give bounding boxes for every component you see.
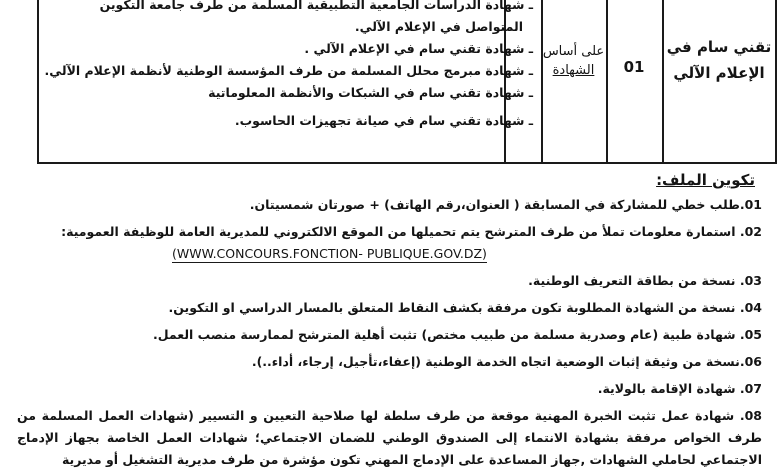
qualifications-list	[44, 0, 533, 132]
qualification-item: ـ شهادة مبرمج محلل المسلمة من طرف المؤسسة الوطنية لأنظمة الإعلام الآلي.	[44, 63, 533, 78]
positions-count: 01	[623, 58, 645, 76]
recruitment-portal-url: (WWW.CONCOURS.FONCTION- PUBLIQUE.GOV.DZ)	[172, 246, 487, 261]
qualification-item-continuation: المتواصل في الإعلام الآلي.	[354, 19, 523, 34]
dossier-item: 08. شهادة عمل تثبت الخبرة المهنية موقعة من طرف سلطة لها صلاحية التعيين و التسيير (شهادات العمل المسلمة من طرف الخواص مرفقة بشهادة الانتماء إلى الصندوق الوطني للضمان الاجتماعي؛ شهادات العمل الخاصة بجهاز الإدماج الاجتماعي لحاملي الشهادات ,جهاز المساعدة على الإدماج المهني تكون مؤشرة من طرف مديرية التشغيل أو مديرية	[17, 408, 762, 467]
dossier-url-line	[17, 243, 762, 265]
dossier-item: 07. شهادة الإقامة بالولاية.	[597, 381, 762, 396]
qualification-item: ـ شهادة تقني سام في الإعلام الآلي .	[304, 41, 533, 56]
dossier-item: 04. نسخة من الشهادة المطلوبة تكون مرفقة بكشف النقاط المتعلق بالمسار الدراسي او التكوين.	[168, 300, 762, 315]
qualification-item: ـ شهادة الدراسات الجامعية التطبيقية المسلمة من طرف جامعة التكوين	[99, 0, 533, 12]
dossier-section-title: تكوين الملف:	[656, 171, 755, 189]
dossier-item: 06.نسخة من وثيقة إثبات الوضعية اتجاه الخدمة الوطنية (إعفاء،تأجيل، إرجاء، أداء..).	[251, 354, 762, 369]
recruitment-basis-line: الشهادة	[552, 63, 595, 78]
qualification-item: ـ شهادة تقني سام في صيانة تجهيزات الحاسوب.	[234, 113, 533, 128]
table-column-divider	[606, 0, 608, 164]
dossier-items-list	[17, 194, 762, 471]
dossier-item: 05. شهادة طبية (عام وصدرية مسلمة من طبيب مختص) تثبت أهلية المترشح لممارسة منصب العمل.	[153, 327, 762, 342]
table-column-divider	[541, 0, 543, 164]
position-title-line: الإعلام الآلي	[673, 64, 765, 82]
table-border-bottom	[37, 162, 777, 164]
position-title-line: تقني سام في	[666, 38, 772, 56]
recruitment-basis-line: على أساس	[542, 44, 605, 59]
position-title-cell	[662, 34, 776, 86]
dossier-item: 03. نسخة من بطاقة التعريف الوطنية.	[528, 273, 762, 288]
dossier-item: 01.طلب خطي للمشاركة في المسابقة ( العنوان،رقم الهاتف) + صورتان شمسيتان.	[249, 197, 762, 212]
dossier-item: 02. استمارة معلومات تملأ من طرف المترشح يتم تحميلها من الموقع الالكتروني للمديرية العامة للوظيفة العمومية:	[61, 224, 762, 239]
qualification-item: ـ شهادة تقني سام في الشبكات والأنظمة المعلوماتية	[208, 85, 533, 100]
recruitment-basis-cell	[541, 42, 606, 80]
table-border-left	[37, 0, 39, 164]
